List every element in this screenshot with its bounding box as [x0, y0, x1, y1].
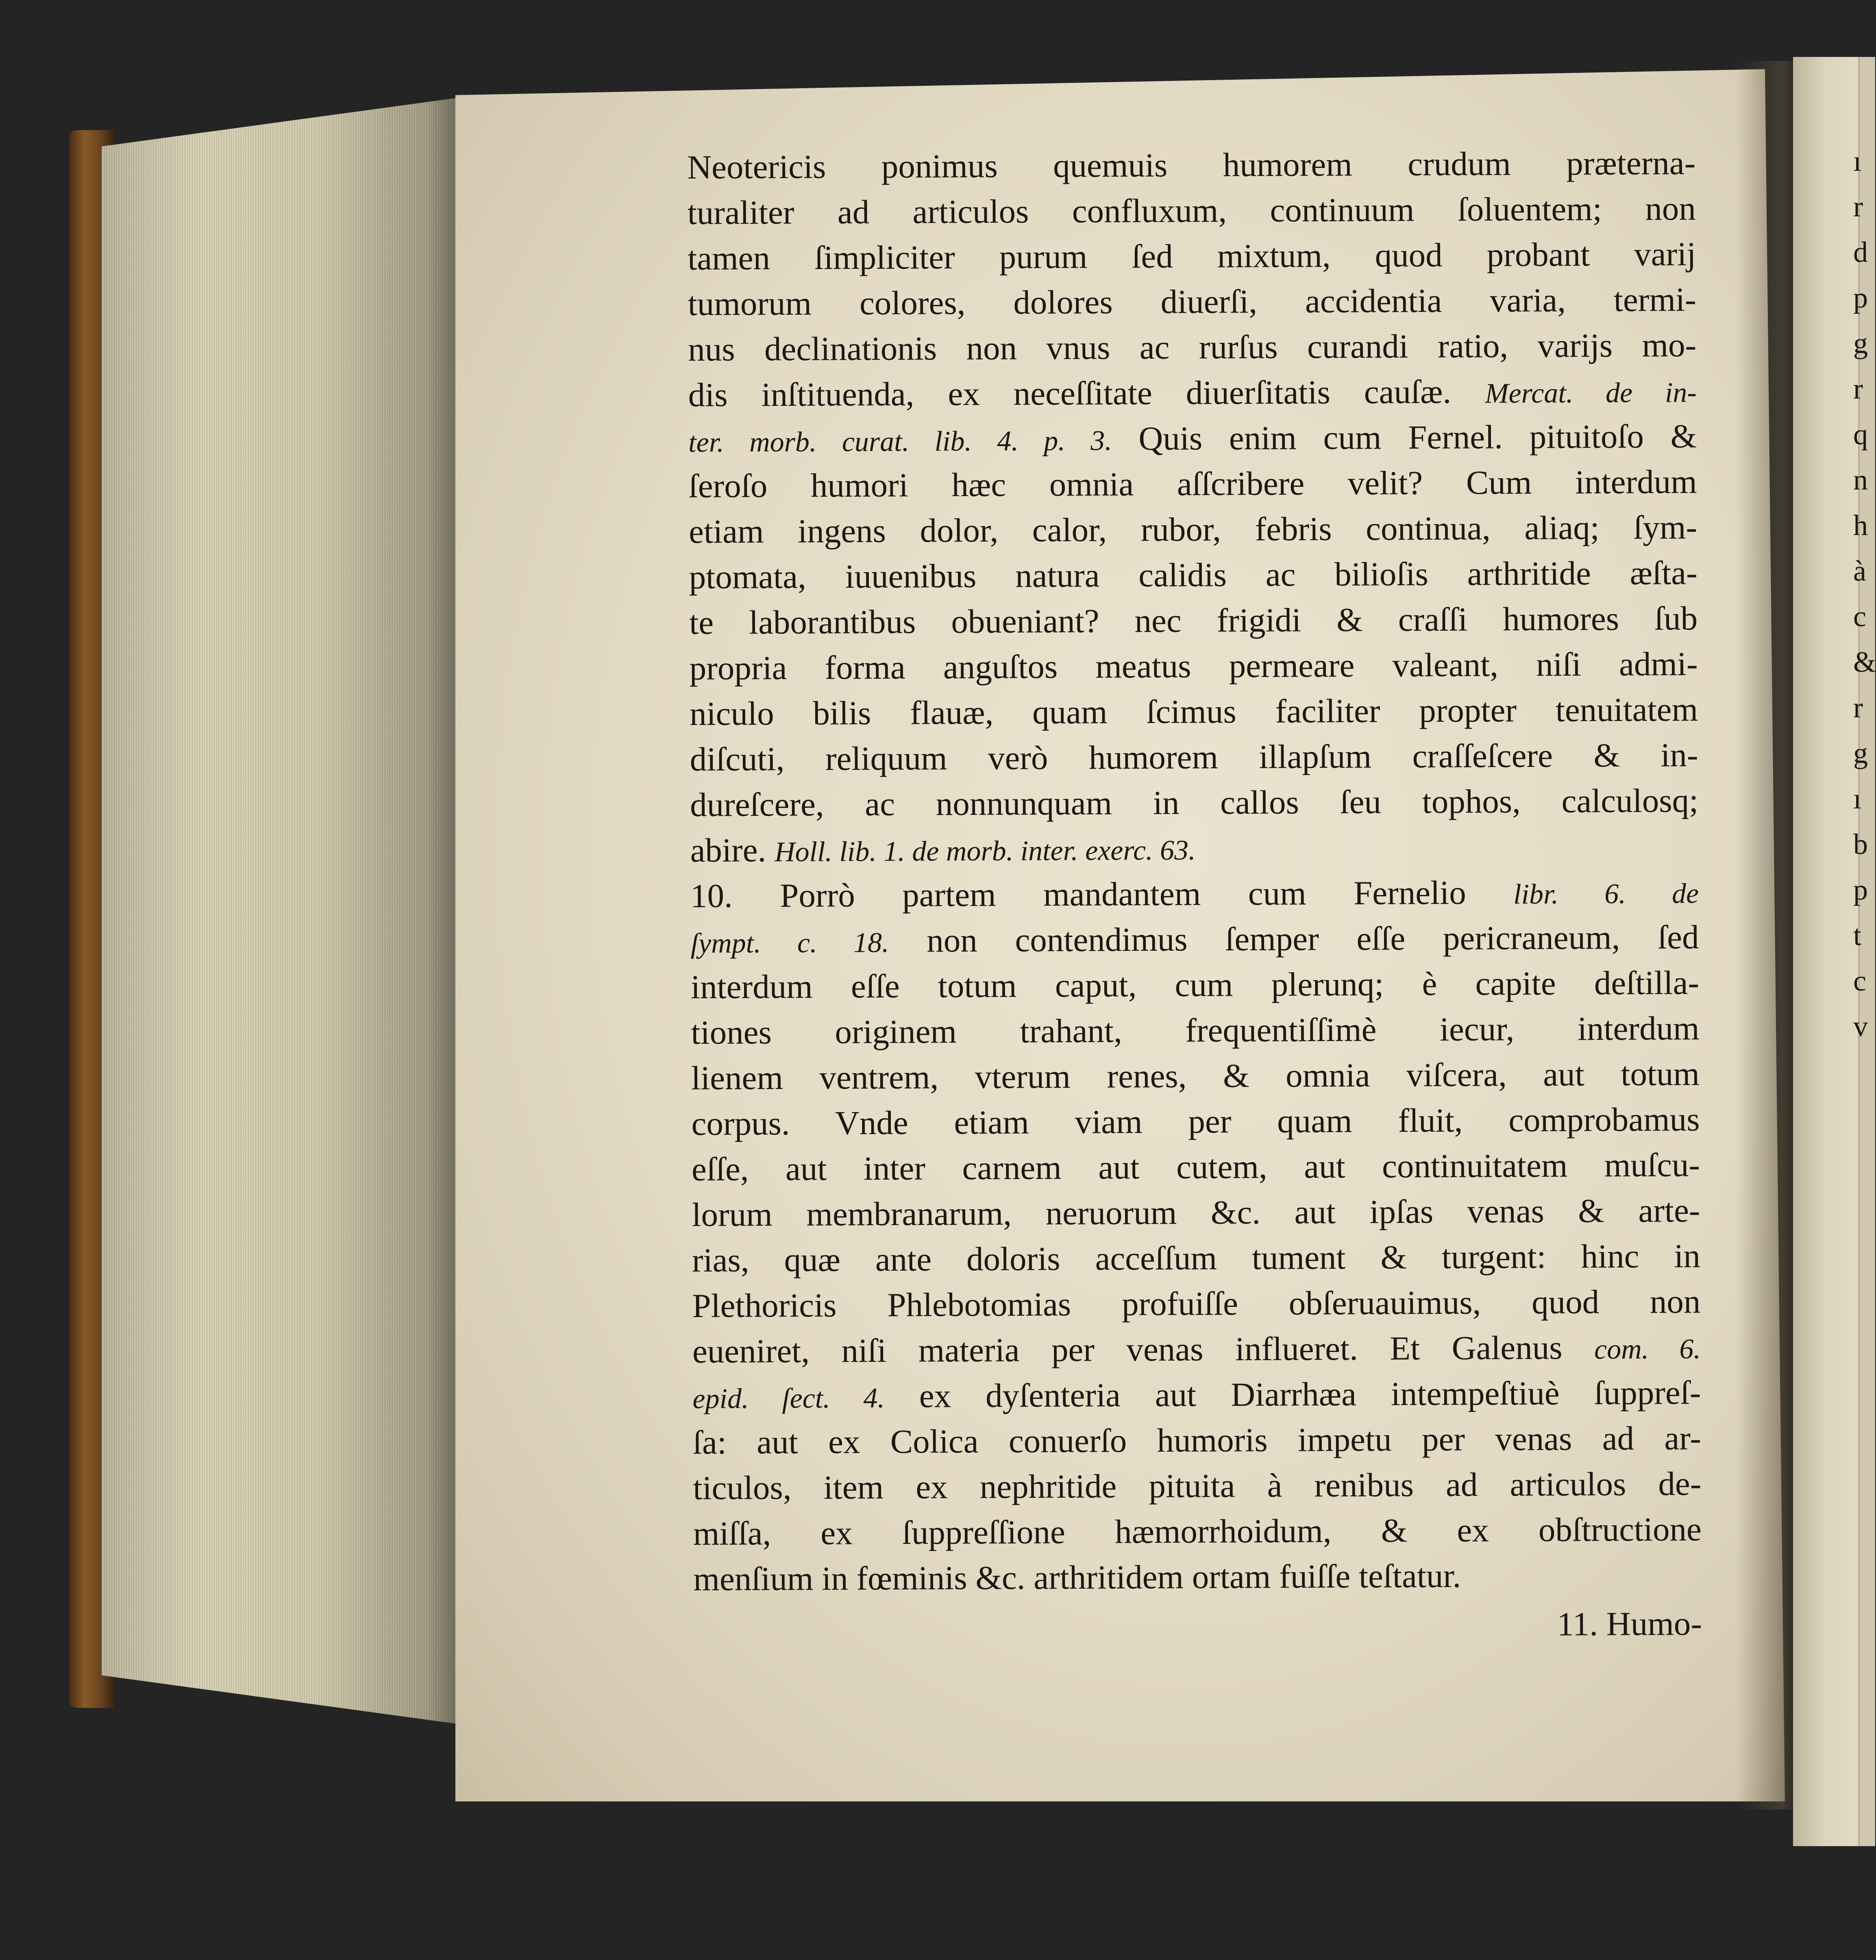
body-text: dis inſtituenda, ex neceſſitate diuerſitatis cauſæ. [688, 372, 1485, 414]
text-line [690, 914, 1699, 964]
right-page-letter: n [1853, 464, 1868, 496]
citation-text: epid. ſect. 4. [692, 1382, 885, 1415]
text-line [692, 1370, 1701, 1420]
right-page-letter: g [1853, 737, 1868, 769]
right-page-text-fragments [1853, 138, 1874, 1049]
text-line [688, 231, 1696, 281]
body-text: tamen ſimpliciter purum ſed mixtum, quod probant varij [688, 235, 1696, 277]
body-text: eueniret, niſi materia per venas influeret. Et Galenus [692, 1328, 1595, 1370]
body-text: 10. Porrò partem mandantem cum Fernelio [690, 873, 1514, 915]
text-line [688, 459, 1697, 509]
text-line [688, 413, 1697, 463]
catchword: 11. Humo- [1557, 1605, 1702, 1643]
body-text: interdum eſſe totum caput, cum plerunq; è capite deſtilla- [690, 964, 1700, 1006]
text-line [690, 777, 1698, 828]
body-text: lorum membranarum, neruorum &c. aut ipſas venas & arte- [692, 1191, 1700, 1233]
body-text: menſium in fœminis &c. arthritidem ortam fuiſſe teſtatur. [693, 1557, 1461, 1598]
text-line [692, 1324, 1701, 1374]
body-text: turaliter ad articulos confluxum, continuum ſoluentem; non [687, 189, 1696, 231]
right-page-letter: b [1853, 828, 1868, 860]
right-page-letter: c [1853, 600, 1866, 633]
text-line [687, 185, 1695, 235]
body-text: Neotericis ponimus quemuis humorem crudum præterna- [687, 144, 1696, 186]
right-page-letter: c [1853, 965, 1866, 997]
text-line [692, 1233, 1700, 1283]
text-line [692, 1187, 1700, 1237]
text-line [688, 277, 1696, 327]
right-page-letter: d [1853, 236, 1868, 268]
body-text: te laborantibus obueniant? nec frigidi & craſſi humores ſub [689, 599, 1698, 641]
gutter-shadow [1736, 61, 1801, 1810]
body-text: etiam ingens dolor, calor, rubor, febris continua, aliaq; ſym- [688, 508, 1698, 550]
text-line [693, 1552, 1702, 1602]
right-page-letter: ı [1853, 782, 1862, 815]
citation-text: Mercat. de in- [1485, 377, 1697, 409]
body-text: Quis enim cum Fernel. pituitoſo & [1112, 417, 1697, 457]
right-page-letter: g [1853, 327, 1868, 359]
body-text: ſeroſo humori hæc omnia aſſcribere velit? Cum interdum [688, 463, 1697, 505]
right-page-letter: r [1853, 372, 1863, 405]
text-line [692, 1142, 1700, 1192]
body-text: dureſcere, ac nonnunquam in callos ſeu tophos, calculosq; [690, 782, 1699, 823]
text-line [691, 1096, 1700, 1146]
text-line [687, 140, 1695, 190]
citation-text: Holl. lib. 1. de morb. inter. exerc. 63. [774, 834, 1196, 868]
body-text: diſcuti, reliquum verò humorem illapſum craſſeſcere & in- [690, 736, 1698, 778]
right-page-letter: p [1853, 873, 1868, 906]
right-page-letter: p [1853, 281, 1868, 314]
text-line [691, 1051, 1700, 1101]
body-text: non contendimus ſemper eſſe pericraneum, ſed [889, 918, 1699, 959]
citation-text: libr. 6. de [1513, 878, 1699, 910]
text-line [692, 1278, 1700, 1328]
text-line [693, 1461, 1701, 1511]
text-line [688, 322, 1696, 372]
text-line [690, 869, 1699, 919]
left-page-text [687, 140, 1702, 1651]
body-text: tiones originem trahant, frequentiſſimè iecur, interdum [691, 1009, 1700, 1051]
body-text: ticulos, item ex nephritide pituita à renibus ad articulos de- [693, 1465, 1702, 1507]
body-text: corpus. Vnde etiam viam per quam fluit, comprobamus [691, 1100, 1700, 1142]
body-text: Plethoricis Phlebotomias profuiſſe obſeruauimus, quod non [692, 1283, 1701, 1324]
citation-text: com. 6. [1594, 1333, 1701, 1365]
text-line [688, 368, 1696, 418]
body-text: nus declinationis non vnus ac rurſus curandi ratio, varijs mo- [688, 326, 1697, 368]
right-page-letter: t [1853, 919, 1862, 952]
body-text: ſa: aut ex Colica conuerſo humoris impetu per venas ad ar- [692, 1419, 1702, 1461]
body-text: eſſe, aut inter carnem aut cutem, aut continuitatem muſcu- [691, 1146, 1700, 1188]
body-text: ptomata, iuuenibus natura calidis ac bilioſis arthritide æſta- [689, 554, 1698, 596]
right-page-letter: r [1853, 190, 1863, 223]
text-line [689, 641, 1698, 691]
body-text: propria forma anguſtos meatus permeare valeant, niſi admi- [689, 645, 1698, 687]
text-line [693, 1506, 1702, 1556]
page-edges [102, 98, 459, 1724]
right-page-letter: q [1853, 418, 1868, 451]
body-text: rias, quæ ante doloris acceſſum tument & turgent: hinc in [692, 1237, 1701, 1279]
text-line [689, 550, 1697, 600]
text-line [690, 732, 1698, 782]
text-line [691, 1005, 1699, 1055]
text-line [689, 504, 1697, 554]
right-page-letter: & [1853, 646, 1876, 678]
right-page-letter: h [1853, 509, 1868, 542]
body-text: ex dyſenteria aut Diarrhæa intempeſtiuè ſuppreſ- [884, 1374, 1701, 1415]
text-line [690, 686, 1698, 736]
text-line [691, 960, 1699, 1010]
right-page-letter: ı [1853, 145, 1862, 177]
citation-text: ſympt. c. 18. [690, 927, 889, 959]
text-line [693, 1415, 1701, 1465]
text-line [690, 823, 1698, 873]
body-text: lienem ventrem, vterum renes, & omnia viſcera, aut totum [691, 1055, 1700, 1097]
right-page-letter: à [1853, 555, 1866, 587]
right-page-letter: r [1853, 691, 1863, 724]
text-line [689, 595, 1698, 645]
body-text: abire. [690, 831, 775, 869]
right-page-letter: v [1853, 1010, 1868, 1043]
citation-text: ter. morb. curat. lib. 4. p. 3. [688, 425, 1112, 458]
body-text: tumorum colores, dolores diuerſi, accidentia varia, termi- [688, 281, 1696, 322]
body-text: niculo bilis flauæ, quam ſcimus faciliter propter tenuitatem [689, 690, 1698, 732]
body-text: miſſa, ex ſuppreſſione hæmorrhoidum, & ex obſtructione [693, 1510, 1702, 1552]
